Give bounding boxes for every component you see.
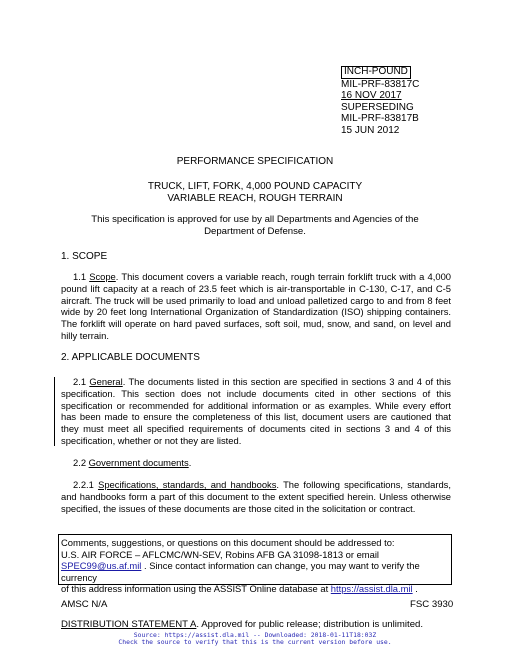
paragraph-number: 2.2.1 [73,479,99,490]
notice-line3 [61,560,449,583]
approval-line2: Department of Defense. [204,226,306,237]
document-title-line2: VARIABLE REACH, ROUGH TERRAIN [167,193,343,204]
paragraph-text: . [188,457,192,468]
paragraph-title: Specifications, standards, and handbooks [98,479,277,490]
document-title-line1: TRUCK, LIFT, FORK, 4,000 POUND CAPACITY [147,181,363,192]
distribution-statement [61,619,423,630]
paragraph-1-1 [61,271,451,342]
distribution-label: DISTRIBUTION STATEMENT A [61,619,197,630]
notice-line4 [61,583,449,595]
paragraph-2-2-1 [61,479,451,514]
document-number: MIL-PRF-83817C [341,78,420,90]
notice-line1: Comments, suggestions, or questions on this document should be addressed to: [61,537,395,548]
paragraph-2-2 [61,457,451,469]
section-2-heading: 2. APPLICABLE DOCUMENTS [61,352,200,363]
source-line2: Check the source to verify that this is the current version before use. [118,638,392,646]
paragraph-text: . The following specifications, standards, and handbooks form a part of this document to the extent specified herein. Unless otherwise specified, the issues of these documents are those cited in the solicitation or contract. [61,479,451,514]
paragraph-2-1 [61,376,451,447]
change-bar [54,377,55,446]
paragraph-text: . The documents listed in this section are specified in sections 3 and 4 of this specification. This section does not include documents cited in other sections of this specification or recommended for additional information or as examples. While every effort has been made to ensure the completeness of this list, document users are cautioned that they must meet all specified requirements of documents cited in sections 3 and 4 of this specification, whether or not they are listed. [61,376,451,446]
document-id-block [341,66,419,136]
spec-type-heading: PERFORMANCE SPECIFICATION [176,156,334,167]
email-link[interactable]: SPEC99@us.af.mil [61,560,142,572]
superseding-label: SUPERSEDING [341,101,414,113]
superseded-number: MIL-PRF-83817B [341,113,419,125]
paragraph-number: 2.1 [73,376,90,387]
notice-line2: U.S. AIR FORCE – AFLCMC/WN-SEV, Robins AFB GA 31098-1813 or email [61,548,379,560]
inch-pound-label: INCH-POUND [341,66,411,79]
distribution-text: . Approved for public release; distribution is unlimited. [196,619,424,630]
paragraph-title: General [89,376,123,387]
assist-link[interactable]: https://assist.dla.mil [330,583,413,595]
paragraph-number: 1.1 [73,271,90,282]
source-line1: Source: https://assist.dla.mil -- Downloaded: 2018-01-11T18:03Z [133,631,377,639]
superseded-date: 15 JUN 2012 [341,124,400,136]
approval-line1: This specification is approved for use by all Departments and Agencies of the [91,214,419,225]
paragraph-number: 2.2 [73,457,89,468]
notice-text4: of this address information using the ASSIST Online database at [61,583,331,595]
document-date: 16 NOV 2017 [341,90,402,102]
notice-text3: . Since contact information can change, you may want to verify the currency [61,560,420,583]
paragraph-title: Government documents [88,457,189,468]
paragraph-text: . This document covers a variable reach, rough terrain forklift truck with a 4,000 pound lift capacity at a reach of 23.5 feet which is air-transportable in C-130, C-17, and C-5 aircraft. The truck will be used primarily to load and unload palletized cargo to and from 8 feet wide by 20 feet long International Organization of Standardization (ISO) shipping containers. The forklift will operate on hard paved surfaces, soft soil, mud, snow, and sand, on level and hilly terrain. [61,271,451,341]
comments-notice-box [58,534,452,595]
notice-end: . [412,583,418,595]
fsc-label: FSC 3930 [410,599,454,610]
paragraph-title: Scope [89,271,116,282]
section-1-heading: 1. SCOPE [61,251,108,262]
amsc-label: AMSC N/A [61,599,108,610]
